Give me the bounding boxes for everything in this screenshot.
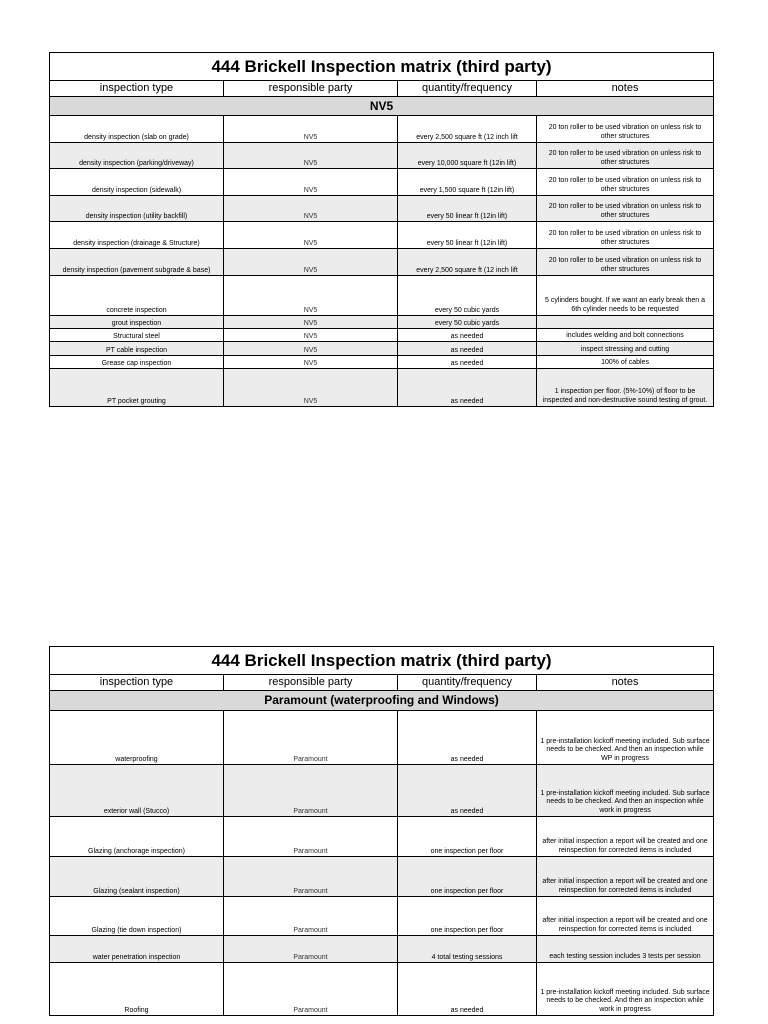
cell-frequency: as needed [398, 963, 537, 1016]
column-header-inspection-type: inspection type [50, 81, 224, 97]
cell-responsible-party: NV5 [224, 356, 398, 369]
cell-frequency: one inspection per floor [398, 897, 537, 936]
column-header-quantity-frequency: quantity/frequency [398, 675, 537, 691]
cell-notes: includes welding and bolt connections [537, 329, 714, 342]
cell-notes: after initial inspection a report will be created and one reinspection for corrected items is included [537, 897, 714, 936]
cell-frequency: every 50 linear ft (12in lift) [398, 222, 537, 249]
cell-inspection-type: water penetration inspection [50, 936, 224, 963]
cell-notes: 1 pre-installation kickoff meeting included. Sub surface needs to be checked. And then an inspection while WP in progress [537, 711, 714, 765]
column-header-inspection-type: inspection type [50, 675, 224, 691]
cell-inspection-type: grout inspection [50, 316, 224, 329]
table-row [50, 329, 714, 342]
cell-inspection-type: density inspection (sidewalk) [50, 169, 224, 196]
table-row [50, 765, 714, 817]
cell-frequency: every 10,000 square ft (12in lift) [398, 143, 537, 169]
cell-notes: after initial inspection a report will be created and one reinspection for corrected items is included [537, 857, 714, 897]
table-row [50, 857, 714, 897]
table-row [50, 116, 714, 143]
cell-responsible-party: Paramount [224, 765, 398, 817]
cell-notes: 20 ton roller to be used vibration on unless risk to other structures [537, 116, 714, 143]
cell-notes: after initial inspection a report will be created and one reinspection for corrected items is included [537, 817, 714, 857]
cell-inspection-type: density inspection (pavement subgrade & base) [50, 249, 224, 276]
column-header-notes: notes [537, 81, 714, 97]
cell-responsible-party: Paramount [224, 711, 398, 765]
cell-notes: inspect stressing and cutting [537, 342, 714, 356]
section-header: Paramount (waterproofing and Windows) [50, 691, 714, 711]
cell-frequency: every 2,500 square ft (12 inch lift [398, 249, 537, 276]
cell-notes: 1 pre-installation kickoff meeting included. Sub surface needs to be checked. And then an inspection while work in progress [537, 765, 714, 817]
cell-responsible-party: Paramount [224, 963, 398, 1016]
cell-notes: 1 inspection per floor. (5%-10%) of floor to be inspected and non-destructive sound testing of grout. [537, 369, 714, 407]
cell-responsible-party: NV5 [224, 116, 398, 143]
table-row [50, 897, 714, 936]
cell-inspection-type: Structural steel [50, 329, 224, 342]
cell-notes: each testing session includes 3 tests per session [537, 936, 714, 963]
cell-responsible-party: NV5 [224, 222, 398, 249]
table-row [50, 169, 714, 196]
column-header-notes: notes [537, 675, 714, 691]
cell-frequency: as needed [398, 342, 537, 356]
cell-notes: 20 ton roller to be used vibration on unless risk to other structures [537, 222, 714, 249]
column-header-quantity-frequency: quantity/frequency [398, 81, 537, 97]
cell-frequency: every 50 cubic yards [398, 276, 537, 316]
cell-responsible-party: NV5 [224, 276, 398, 316]
cell-responsible-party: NV5 [224, 329, 398, 342]
cell-frequency: as needed [398, 711, 537, 765]
table-row [50, 143, 714, 169]
table-row [50, 963, 714, 1016]
cell-frequency: as needed [398, 369, 537, 407]
cell-frequency: as needed [398, 765, 537, 817]
cell-responsible-party: NV5 [224, 369, 398, 407]
cell-inspection-type: PT cable inspection [50, 342, 224, 356]
cell-notes: 100% of cables [537, 356, 714, 369]
cell-frequency: as needed [398, 329, 537, 342]
cell-responsible-party: Paramount [224, 897, 398, 936]
cell-inspection-type: waterproofing [50, 711, 224, 765]
cell-notes: 20 ton roller to be used vibration on unless risk to other structures [537, 143, 714, 169]
cell-notes: 5 cylinders bought. If we want an early break then a 6th cylinder needs to be requested [537, 276, 714, 316]
cell-inspection-type: density inspection (slab on grade) [50, 116, 224, 143]
cell-inspection-type: density inspection (drainage & Structure) [50, 222, 224, 249]
inspection-matrix-nv5 [49, 52, 714, 407]
cell-frequency: 4 total testing sessions [398, 936, 537, 963]
cell-responsible-party: NV5 [224, 169, 398, 196]
cell-inspection-type: Glazing (sealant inspection) [50, 857, 224, 897]
cell-inspection-type: PT pocket grouting [50, 369, 224, 407]
cell-responsible-party: NV5 [224, 249, 398, 276]
cell-inspection-type: Roofing [50, 963, 224, 1016]
cell-responsible-party: NV5 [224, 342, 398, 356]
section-header: NV5 [50, 97, 714, 116]
cell-notes [537, 316, 714, 329]
table-row [50, 936, 714, 963]
column-header-responsible-party: responsible party [224, 675, 398, 691]
cell-frequency: every 2,500 square ft (12 inch lift [398, 116, 537, 143]
cell-responsible-party: NV5 [224, 316, 398, 329]
table-row [50, 196, 714, 222]
cell-responsible-party: NV5 [224, 143, 398, 169]
cell-inspection-type: exterior wall (Stucco) [50, 765, 224, 817]
matrix-title: 444 Brickell Inspection matrix (third party) [50, 53, 714, 81]
cell-notes: 20 ton roller to be used vibration on unless risk to other structures [537, 196, 714, 222]
cell-notes: 20 ton roller to be used vibration on unless risk to other structures [537, 169, 714, 196]
cell-inspection-type: concrete inspection [50, 276, 224, 316]
cell-responsible-party: NV5 [224, 196, 398, 222]
cell-inspection-type: Glazing (anchorage inspection) [50, 817, 224, 857]
inspection-matrix-paramount [49, 646, 714, 1016]
cell-inspection-type: density inspection (parking/driveway) [50, 143, 224, 169]
table-row [50, 711, 714, 765]
cell-frequency: every 50 linear ft (12in lift) [398, 196, 537, 222]
table-row [50, 356, 714, 369]
cell-inspection-type: Grease cap inspection [50, 356, 224, 369]
cell-inspection-type: Glazing (tie down inspection) [50, 897, 224, 936]
cell-frequency: as needed [398, 356, 537, 369]
table-row [50, 222, 714, 249]
cell-notes: 20 ton roller to be used vibration on unless risk to other structures [537, 249, 714, 276]
cell-responsible-party: Paramount [224, 936, 398, 963]
cell-notes: 1 pre-installation kickoff meeting included. Sub surface needs to be checked. And then an inspection while work in progress [537, 963, 714, 1016]
table-row [50, 817, 714, 857]
cell-frequency: every 50 cubic yards [398, 316, 537, 329]
cell-frequency: one inspection per floor [398, 817, 537, 857]
table-row [50, 316, 714, 329]
cell-responsible-party: Paramount [224, 817, 398, 857]
table-row [50, 276, 714, 316]
cell-frequency: one inspection per floor [398, 857, 537, 897]
cell-frequency: every 1,500 square ft (12in lift) [398, 169, 537, 196]
matrix-title: 444 Brickell Inspection matrix (third party) [50, 647, 714, 675]
table-row [50, 369, 714, 407]
cell-inspection-type: density inspection (utility backfill) [50, 196, 224, 222]
table-row [50, 342, 714, 356]
cell-responsible-party: Paramount [224, 857, 398, 897]
table-row [50, 249, 714, 276]
column-header-responsible-party: responsible party [224, 81, 398, 97]
